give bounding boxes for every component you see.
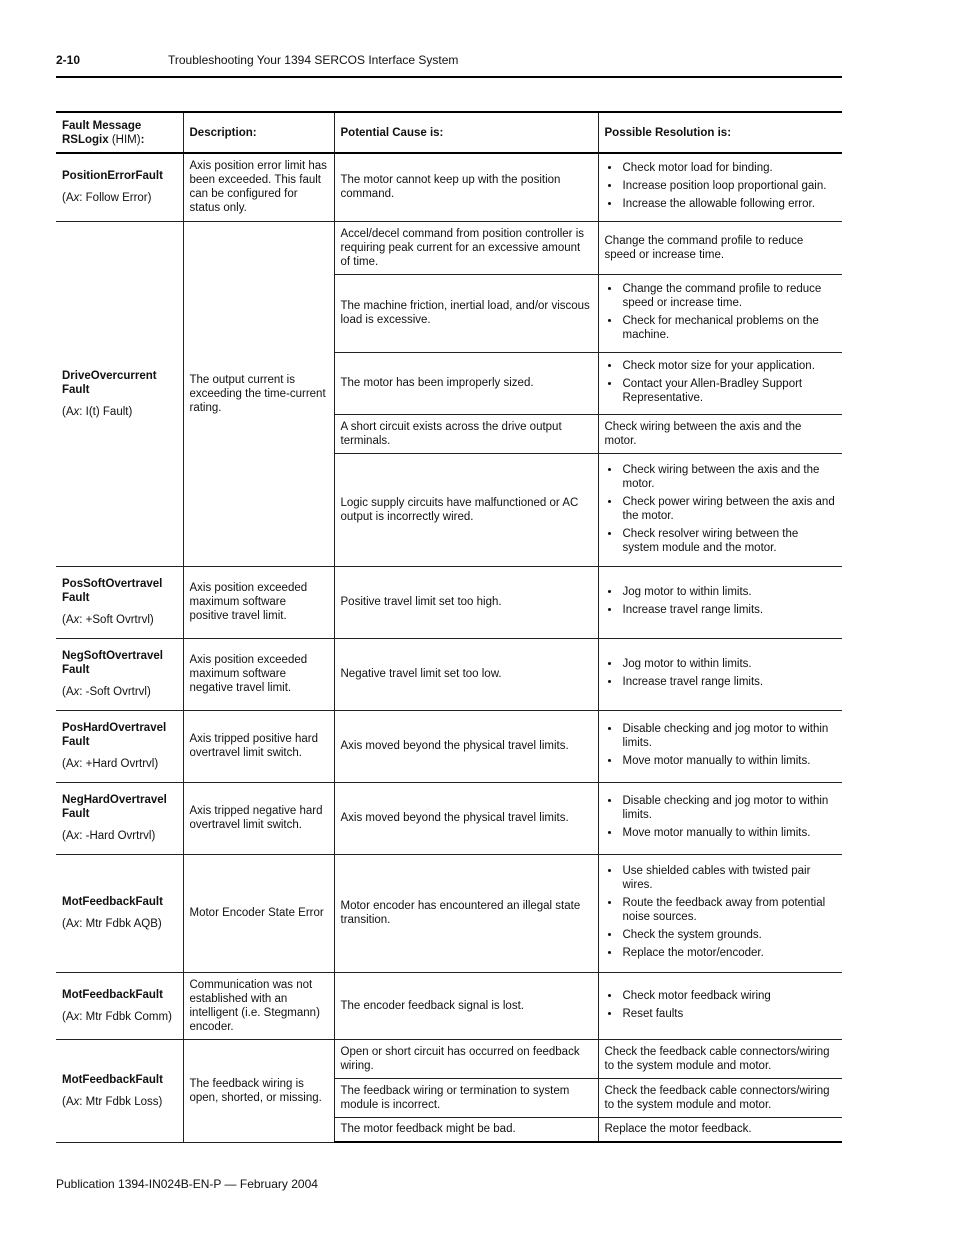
resolution-list: [605, 722, 837, 768]
potential-cause-cell: Open or short circuit has occurred on feedback wiring.: [334, 1039, 598, 1078]
fault-description-cell: Axis position exceeded maximum software positive travel limit.: [183, 566, 334, 638]
running-title: Troubleshooting Your 1394 SERCOS Interface System: [168, 53, 459, 67]
resolution-item: • Check wiring between the axis and the motor.: [621, 463, 837, 491]
fault-message-cell: [56, 221, 183, 566]
fault-message-cell: [56, 1039, 183, 1142]
resolution-item: • Check resolver wiring between the system module and the motor.: [621, 527, 837, 555]
potential-cause-cell: Motor encoder has encountered an illegal state transition.: [334, 854, 598, 972]
resolution-item: • Check the system grounds.: [621, 928, 837, 942]
col-header-colon: :: [140, 133, 145, 146]
page-footer: Publication 1394-IN024B-EN-P — February 2004: [56, 1177, 318, 1191]
fault-message-cell: [56, 854, 183, 972]
resolution-item: • Jog motor to within limits.: [621, 585, 837, 599]
fault-him-alias: (Ax: +Hard Ovrtrvl): [62, 758, 159, 770]
col-header-description: Description:: [183, 112, 334, 153]
table-row: [56, 782, 842, 854]
fault-him-alias: (Ax: +Soft Ovrtrvl): [62, 614, 154, 626]
resolution-item: • Jog motor to within limits.: [621, 657, 837, 671]
fault-description-cell: Axis tripped positive hard overtravel limit switch.: [183, 710, 334, 782]
fault-name: NegSoftOvertravel Fault: [62, 650, 163, 676]
table-row: [56, 854, 842, 972]
resolution-cell: Change the command profile to reduce speed or increase time.: [598, 221, 842, 274]
resolution-cell: Replace the motor feedback.: [598, 1117, 842, 1142]
resolution-list: [605, 359, 837, 405]
fault-name: NegHardOvertravel Fault: [62, 794, 167, 820]
resolution-cell: [598, 854, 842, 972]
resolution-list: [605, 585, 837, 617]
resolution-item: • Move motor manually to within limits.: [621, 754, 837, 768]
fault-name: MotFeedbackFault: [62, 896, 163, 908]
potential-cause-cell: Logic supply circuits have malfunctioned or AC output is incorrectly wired.: [334, 453, 598, 566]
resolution-list: [605, 794, 837, 840]
potential-cause-cell: Axis moved beyond the physical travel limits.: [334, 710, 598, 782]
resolution-cell: Check the feedback cable connectors/wiring to the system module and motor.: [598, 1078, 842, 1117]
potential-cause-cell: Axis moved beyond the physical travel limits.: [334, 782, 598, 854]
table-row: [56, 1039, 842, 1078]
table-row: [56, 972, 842, 1039]
resolution-item: • Increase the allowable following error.: [621, 197, 837, 211]
page-number: 2-10: [56, 53, 81, 67]
resolution-item: • Increase position loop proportional gain.: [621, 179, 837, 193]
resolution-cell: [598, 638, 842, 710]
potential-cause-cell: Negative travel limit set too low.: [334, 638, 598, 710]
potential-cause-cell: The motor has been improperly sized.: [334, 352, 598, 414]
resolution-item: • Change the command profile to reduce speed or increase time.: [621, 282, 837, 310]
table-row: [56, 221, 842, 274]
resolution-item: • Check motor load for binding.: [621, 161, 837, 175]
col-header-fault-line1: Fault Message: [62, 119, 142, 132]
resolution-item: • Check for mechanical problems on the machine.: [621, 314, 837, 342]
fault-him-alias: (Ax: Follow Error): [62, 192, 152, 205]
fault-message-cell: [56, 638, 183, 710]
potential-cause-cell: The motor cannot keep up with the position command.: [334, 153, 598, 221]
resolution-item: • Increase travel range limits.: [621, 603, 837, 617]
table-row: [56, 153, 842, 221]
fault-description-cell: Axis tripped negative hard overtravel limit switch.: [183, 782, 334, 854]
resolution-cell: Check wiring between the axis and the motor.: [598, 414, 842, 453]
col-header-fault: [56, 112, 183, 153]
table-row: [56, 710, 842, 782]
fault-message-cell: [56, 782, 183, 854]
fault-description-cell: Axis position error limit has been exceeded. This fault can be configured for status only.: [183, 153, 334, 221]
col-header-cause: Potential Cause is:: [334, 112, 598, 153]
fault-description-cell: The feedback wiring is open, shorted, or missing.: [183, 1039, 334, 1142]
resolution-item: • Increase travel range limits.: [621, 675, 837, 689]
resolution-cell: [598, 352, 842, 414]
resolution-item: • Move motor manually to within limits.: [621, 826, 837, 840]
resolution-cell: [598, 153, 842, 221]
fault-message-cell: [56, 153, 183, 221]
page-header: [56, 50, 842, 78]
col-header-fault-line2: [62, 133, 177, 147]
resolution-item: • Disable checking and jog motor to within limits.: [621, 722, 837, 750]
fault-name: DriveOvercurrent Fault: [62, 369, 157, 396]
resolution-cell: [598, 453, 842, 566]
table-row: [56, 638, 842, 710]
fault-him-alias: (Ax: Mtr Fdbk AQB): [62, 918, 162, 930]
table-row: [56, 566, 842, 638]
potential-cause-cell: A short circuit exists across the drive output terminals.: [334, 414, 598, 453]
resolution-list: [605, 161, 837, 211]
resolution-list: [605, 864, 837, 960]
fault-him-alias: (Ax: -Soft Ovrtrvl): [62, 686, 151, 698]
fault-message-cell: [56, 710, 183, 782]
resolution-list: [605, 282, 837, 342]
resolution-item: • Check motor size for your application.: [621, 359, 837, 373]
resolution-cell: [598, 782, 842, 854]
resolution-cell: Check the feedback cable connectors/wiring to the system module and motor.: [598, 1039, 842, 1078]
resolution-list: [605, 657, 837, 689]
resolution-item: • Disable checking and jog motor to within limits.: [621, 794, 837, 822]
fault-name: PosHardOvertravel Fault: [62, 722, 167, 748]
resolution-cell: [598, 566, 842, 638]
fault-description-cell: Axis position exceeded maximum software negative travel limit.: [183, 638, 334, 710]
fault-him-alias: (Ax: -Hard Ovrtrvl): [62, 830, 156, 842]
fault-message-cell: [56, 566, 183, 638]
potential-cause-cell: Positive travel limit set too high.: [334, 566, 598, 638]
resolution-item: • Route the feedback away from potential noise sources.: [621, 896, 837, 924]
col-header-resolution: Possible Resolution is:: [598, 112, 842, 153]
resolution-item: • Replace the motor/encoder.: [621, 946, 837, 960]
fault-name: MotFeedbackFault: [62, 988, 163, 1001]
resolution-item: • Use shielded cables with twisted pair wires.: [621, 864, 837, 892]
col-header-him: (HIM): [108, 133, 141, 146]
fault-description-cell: The output current is exceeding the time-current rating.: [183, 221, 334, 566]
col-header-rslogix: RSLogix: [62, 133, 109, 146]
potential-cause-cell: The machine friction, inertial load, and/or viscous load is excessive.: [334, 274, 598, 352]
fault-name: PositionErrorFault: [62, 170, 163, 183]
potential-cause-cell: The motor feedback might be bad.: [334, 1117, 598, 1142]
resolution-item: • Reset faults: [621, 1007, 837, 1021]
resolution-cell: [598, 274, 842, 352]
resolution-cell: [598, 710, 842, 782]
potential-cause-cell: The feedback wiring or termination to system module is incorrect.: [334, 1078, 598, 1117]
fault-description-cell: Communication was not established with an intelligent (i.e. Stegmann) encoder.: [183, 972, 334, 1039]
resolution-item: • Contact your Allen-Bradley Support Representative.: [621, 377, 837, 405]
resolution-list: [605, 463, 837, 555]
fault-description-cell: Motor Encoder State Error: [183, 854, 334, 972]
table-header-row: [56, 112, 842, 153]
resolution-cell: [598, 972, 842, 1039]
fault-table: [56, 111, 842, 1143]
fault-message-cell: [56, 972, 183, 1039]
fault-name: PosSoftOvertravel Fault: [62, 578, 163, 604]
potential-cause-cell: The encoder feedback signal is lost.: [334, 972, 598, 1039]
resolution-item: • Check power wiring between the axis and the motor.: [621, 495, 837, 523]
potential-cause-cell: Accel/decel command from position controller is requiring peak current for an excessive amount of time.: [334, 221, 598, 274]
resolution-list: [605, 989, 837, 1021]
resolution-item: • Check motor feedback wiring: [621, 989, 837, 1003]
fault-him-alias: (Ax: I(t) Fault): [62, 405, 133, 418]
fault-name: MotFeedbackFault: [62, 1073, 163, 1086]
fault-him-alias: (Ax: Mtr Fdbk Loss): [62, 1095, 163, 1108]
fault-him-alias: (Ax: Mtr Fdbk Comm): [62, 1010, 172, 1023]
